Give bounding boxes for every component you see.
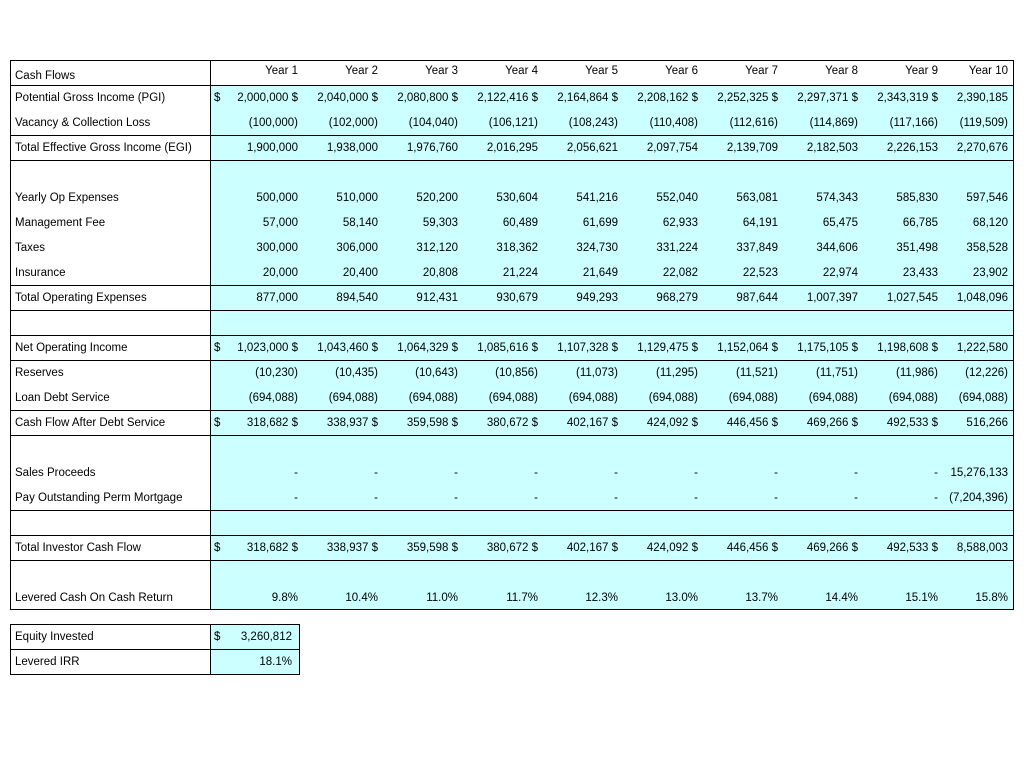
table-cell[interactable]: 552,040 [656, 191, 698, 204]
table-cell[interactable]: 877,000 [256, 291, 298, 304]
year-header: Year 7 [745, 65, 778, 77]
table-cell[interactable]: 324,730 [576, 241, 618, 254]
table-cell[interactable]: 8,588,003 [956, 541, 1008, 554]
table-cell[interactable]: 2,164,864 $ [557, 91, 618, 104]
table-cell[interactable]: 2,122,416 $ [477, 91, 538, 104]
table-row [10, 360, 1014, 385]
table-cell[interactable]: 2,139,709 [726, 141, 778, 154]
table-cell[interactable]: 59,303 [422, 216, 458, 229]
currency-symbol: $ [214, 416, 221, 429]
table-cell[interactable]: 402,167 $ [566, 416, 618, 429]
table-cell[interactable]: 597,546 [966, 191, 1008, 204]
table-row [10, 285, 1014, 310]
table-cell[interactable]: 338,937 $ [326, 541, 378, 554]
table-cell[interactable]: (694,088) [728, 391, 778, 404]
table-cell[interactable]: - [854, 466, 858, 479]
table-cell[interactable]: - [694, 491, 698, 504]
table-cell[interactable]: 60,489 [502, 216, 538, 229]
table-row [10, 335, 1014, 360]
table-cell[interactable]: - [294, 466, 298, 479]
table-cell[interactable]: 1,198,608 $ [877, 341, 938, 354]
table-cell[interactable]: 510,000 [336, 191, 378, 204]
table-cell[interactable]: - [534, 466, 538, 479]
table-cell[interactable]: 337,849 [736, 241, 778, 254]
table-cell[interactable]: 930,679 [496, 291, 538, 304]
table-cell[interactable]: 11.7% [506, 591, 538, 604]
equity-invested-label: Equity Invested [15, 630, 94, 643]
table-cell[interactable]: 2,252,325 $ [717, 91, 778, 104]
table-cell[interactable]: 9.8% [271, 591, 298, 604]
table-cell[interactable]: 585,830 [896, 191, 938, 204]
table-cell[interactable]: 21,649 [582, 266, 618, 279]
row-label: Total Investor Cash Flow [15, 541, 141, 554]
row-separator [10, 310, 1014, 311]
table-cell[interactable]: 15.1% [905, 591, 938, 604]
table-cell[interactable]: 574,343 [816, 191, 858, 204]
table-cell[interactable]: (694,088) [408, 391, 458, 404]
table-cell[interactable]: 2,208,162 $ [637, 91, 698, 104]
table-cell[interactable]: 21,224 [502, 266, 538, 279]
table-cell[interactable]: 2,016,295 [486, 141, 538, 154]
table-row [10, 410, 1014, 435]
table-cell[interactable]: 520,200 [416, 191, 458, 204]
table-cell[interactable]: - [534, 491, 538, 504]
row-label: Cash Flow After Debt Service [15, 416, 166, 429]
table-cell[interactable]: (102,000) [328, 116, 378, 129]
table-cell[interactable]: 2,040,000 $ [317, 91, 378, 104]
currency-symbol: $ [214, 341, 221, 354]
table-cell[interactable]: 23,433 [902, 266, 938, 279]
table-cell[interactable]: 358,528 [966, 241, 1008, 254]
table-cell[interactable]: 351,498 [896, 241, 938, 254]
table-row [10, 485, 1014, 510]
table-cell[interactable]: 13.0% [665, 591, 698, 604]
table-cell[interactable]: (12,226) [965, 366, 1008, 379]
table-cell[interactable]: - [694, 466, 698, 479]
table-cell[interactable]: 300,000 [256, 241, 298, 254]
table-cell[interactable]: 15,276,133 [950, 466, 1008, 479]
table-cell[interactable]: 949,293 [576, 291, 618, 304]
table-row [10, 210, 1014, 235]
table-cell[interactable]: - [374, 466, 378, 479]
table-cell[interactable]: (10,435) [335, 366, 378, 379]
table-cell[interactable]: - [854, 491, 858, 504]
table-cell[interactable]: (11,521) [736, 366, 778, 379]
year-header: Year 8 [825, 65, 858, 77]
currency-symbol: $ [214, 541, 221, 554]
table-cell[interactable]: (694,088) [808, 391, 858, 404]
row-label: Loan Debt Service [15, 391, 110, 404]
table-row [10, 110, 1014, 135]
table-cell[interactable]: 1,976,760 [406, 141, 458, 154]
table-cell[interactable]: 424,092 $ [646, 416, 698, 429]
table-cell[interactable]: (694,088) [328, 391, 378, 404]
table-row [10, 135, 1014, 160]
row-label: Net Operating Income [15, 341, 128, 354]
table-cell[interactable]: 2,226,153 [886, 141, 938, 154]
year-header: Year 10 [968, 65, 1008, 77]
table-cell[interactable]: 11.0% [426, 591, 458, 604]
table-cell[interactable]: 2,343,319 $ [877, 91, 938, 104]
table-cell[interactable]: - [774, 491, 778, 504]
table-cell[interactable]: - [294, 491, 298, 504]
table-cell[interactable]: 359,598 $ [406, 541, 458, 554]
table-cell[interactable]: 20,808 [422, 266, 458, 279]
table-cell[interactable]: (10,643) [415, 366, 458, 379]
table-cell[interactable]: 492,533 $ [886, 541, 938, 554]
table-cell[interactable]: 541,216 [576, 191, 618, 204]
row-label: Levered Cash On Cash Return [15, 591, 173, 604]
table-cell[interactable]: 23,902 [972, 266, 1008, 279]
table-cell[interactable]: 338,937 $ [326, 416, 378, 429]
table-row [10, 85, 1014, 110]
year-header: Year 3 [425, 65, 458, 77]
table-cell[interactable]: 62,933 [662, 216, 698, 229]
row-label: Pay Outstanding Perm Mortgage [15, 491, 183, 504]
table-cell[interactable]: - [614, 491, 618, 504]
year-header: Year 5 [585, 65, 618, 77]
equity-invested-value[interactable]: 3,260,812 [240, 630, 292, 643]
table-cell[interactable]: 563,081 [736, 191, 778, 204]
table-cell[interactable]: 22,523 [742, 266, 778, 279]
table-cell[interactable]: 1,107,328 $ [557, 341, 618, 354]
table-cell[interactable]: 20,400 [342, 266, 378, 279]
table-cell[interactable]: (694,088) [568, 391, 618, 404]
table-row [10, 185, 1014, 210]
table-cell[interactable]: 1,048,096 [956, 291, 1008, 304]
table-cell[interactable]: 1,938,000 [326, 141, 378, 154]
table-cell[interactable]: (10,856) [495, 366, 538, 379]
table-cell[interactable]: 2,297,371 $ [797, 91, 858, 104]
table-cell[interactable]: (694,088) [248, 391, 298, 404]
table-cell[interactable]: 1,129,475 $ [637, 341, 698, 354]
table-cell[interactable]: 61,699 [582, 216, 618, 229]
table-cell[interactable]: 10.4% [345, 591, 378, 604]
table-cell[interactable]: 1,007,397 [806, 291, 858, 304]
table-cell[interactable]: 13.7% [745, 591, 778, 604]
table-cell[interactable]: 446,456 $ [726, 416, 778, 429]
table-cell[interactable]: - [374, 491, 378, 504]
table-cell[interactable]: 1,175,105 $ [797, 341, 858, 354]
levered-irr-label: Levered IRR [15, 655, 80, 668]
table-cell[interactable]: 469,266 $ [806, 416, 858, 429]
table-row [10, 460, 1014, 485]
table-cell[interactable]: 1,152,064 $ [717, 341, 778, 354]
table-cell[interactable]: 2,080,800 $ [397, 91, 458, 104]
table-cell[interactable]: (11,295) [656, 366, 698, 379]
table-cell[interactable]: 1,027,545 [886, 291, 938, 304]
table-cell[interactable]: 968,279 [656, 291, 698, 304]
table-cell[interactable]: 380,672 $ [486, 416, 538, 429]
levered-irr-value[interactable]: 18.1% [259, 655, 292, 668]
row-label: Total Effective Gross Income (EGI) [15, 141, 192, 154]
table-cell[interactable]: - [614, 466, 618, 479]
equity-currency: $ [214, 630, 221, 643]
table-cell[interactable]: 65,475 [822, 216, 858, 229]
table-cell[interactable]: 894,540 [336, 291, 378, 304]
table-row [10, 535, 1014, 560]
table-cell[interactable]: 2,182,503 [806, 141, 858, 154]
table-row [10, 260, 1014, 285]
table-cell[interactable]: 22,082 [662, 266, 698, 279]
table-cell[interactable]: (11,073) [576, 366, 618, 379]
table-cell[interactable]: (11,751) [816, 366, 858, 379]
table-cell[interactable]: (119,509) [959, 116, 1008, 129]
table-cell[interactable]: 2,097,754 [646, 141, 698, 154]
table-cell[interactable]: (10,230) [255, 366, 298, 379]
table-cell[interactable]: 64,191 [742, 216, 778, 229]
table-cell[interactable]: - [934, 491, 938, 504]
table-cell[interactable]: 446,456 $ [726, 541, 778, 554]
table-row [10, 385, 1014, 410]
table-cell[interactable]: 12.3% [585, 591, 618, 604]
year-header: Year 4 [505, 65, 538, 77]
table-cell[interactable]: 424,092 $ [646, 541, 698, 554]
table-cell[interactable]: 20,000 [262, 266, 298, 279]
table-cell[interactable]: 2,270,676 [956, 141, 1008, 154]
table-cell[interactable]: 912,431 [416, 291, 458, 304]
table-cell[interactable]: 987,644 [736, 291, 778, 304]
table-cell[interactable]: 66,785 [902, 216, 938, 229]
row-label: Vacancy & Collection Loss [15, 116, 151, 129]
table-cell[interactable]: 2,390,185 [956, 91, 1008, 104]
table-cell[interactable]: 318,362 [496, 241, 538, 254]
table-cell[interactable]: (694,088) [488, 391, 538, 404]
table-cell[interactable]: - [454, 466, 458, 479]
year-header: Year 2 [345, 65, 378, 77]
summary-block [10, 624, 300, 675]
table-cell[interactable]: (114,869) [809, 116, 858, 129]
table-cell[interactable]: 1,900,000 [246, 141, 298, 154]
row-label: Taxes [15, 241, 46, 254]
table-cell[interactable]: 331,224 [656, 241, 698, 254]
table-cell[interactable]: - [934, 466, 938, 479]
table-cell[interactable]: 469,266 $ [806, 541, 858, 554]
row-separator [10, 510, 1014, 511]
row-label: Yearly Op Expenses [15, 191, 119, 204]
table-cell[interactable]: 58,140 [342, 216, 378, 229]
table-cell[interactable]: (694,088) [648, 391, 698, 404]
table-cell[interactable]: 22,974 [822, 266, 858, 279]
table-cell[interactable]: 318,682 $ [246, 541, 298, 554]
table-cell[interactable]: (104,040) [408, 116, 458, 129]
table-cell[interactable]: (117,166) [889, 116, 938, 129]
year-header: Year 9 [905, 65, 938, 77]
year-header: Year 1 [265, 65, 298, 77]
row-label: Reserves [15, 366, 64, 379]
table-cell[interactable]: (694,088) [958, 391, 1008, 404]
table-cell[interactable]: 380,672 $ [486, 541, 538, 554]
table-cell[interactable]: 318,682 $ [246, 416, 298, 429]
table-cell[interactable]: 57,000 [262, 216, 298, 229]
table-cell[interactable]: (110,408) [649, 116, 698, 129]
table-cell[interactable]: 492,533 $ [886, 416, 938, 429]
table-cell[interactable]: (100,000) [248, 116, 298, 129]
table-cell[interactable]: (7,204,396) [949, 491, 1008, 504]
table-cell[interactable]: 402,167 $ [566, 541, 618, 554]
table-cell[interactable]: 344,606 [816, 241, 858, 254]
table-cell[interactable]: 1,064,329 $ [397, 341, 458, 354]
table-cell[interactable]: (106,121) [488, 116, 538, 129]
row-separator [10, 560, 1014, 561]
table-cell[interactable]: - [454, 491, 458, 504]
table-cell[interactable]: (112,616) [729, 116, 778, 129]
row-label: Potential Gross Income (PGI) [15, 91, 166, 104]
row-label: Insurance [15, 266, 66, 279]
table-row [10, 235, 1014, 260]
table-cell[interactable]: 359,598 $ [406, 416, 458, 429]
table-cell[interactable]: 1,085,616 $ [477, 341, 538, 354]
table-cell[interactable]: 306,000 [336, 241, 378, 254]
table-cell[interactable]: 15.8% [975, 591, 1008, 604]
row-label: Management Fee [15, 216, 106, 229]
top-border [10, 60, 1014, 61]
table-cell[interactable]: 2,056,621 [566, 141, 618, 154]
year-header: Year 6 [665, 65, 698, 77]
row-label: Total Operating Expenses [15, 291, 147, 304]
table-cell[interactable]: - [774, 466, 778, 479]
currency-symbol: $ [214, 91, 221, 104]
table-cell[interactable]: 312,120 [416, 241, 458, 254]
row-label: Sales Proceeds [15, 466, 96, 479]
table-cell[interactable]: 500,000 [256, 191, 298, 204]
table-cell[interactable]: 2,000,000 $ [237, 91, 298, 104]
table-cell[interactable]: (694,088) [888, 391, 938, 404]
table-cell[interactable]: (11,986) [896, 366, 938, 379]
table-cell[interactable]: 1,222,580 [956, 341, 1008, 354]
table-cell[interactable]: (108,243) [568, 116, 618, 129]
table-cell[interactable]: 530,604 [496, 191, 538, 204]
table-row [10, 585, 1014, 610]
table-cell[interactable]: 14.4% [825, 591, 858, 604]
table-cell[interactable]: 1,023,000 $ [237, 341, 298, 354]
table-cell[interactable]: 1,043,460 $ [317, 341, 378, 354]
row-separator [10, 160, 1014, 161]
cash-flows-header: Cash Flows [15, 70, 76, 82]
table-cell[interactable]: 516,266 [966, 416, 1008, 429]
row-separator [10, 435, 1014, 436]
table-cell[interactable]: 68,120 [972, 216, 1008, 229]
